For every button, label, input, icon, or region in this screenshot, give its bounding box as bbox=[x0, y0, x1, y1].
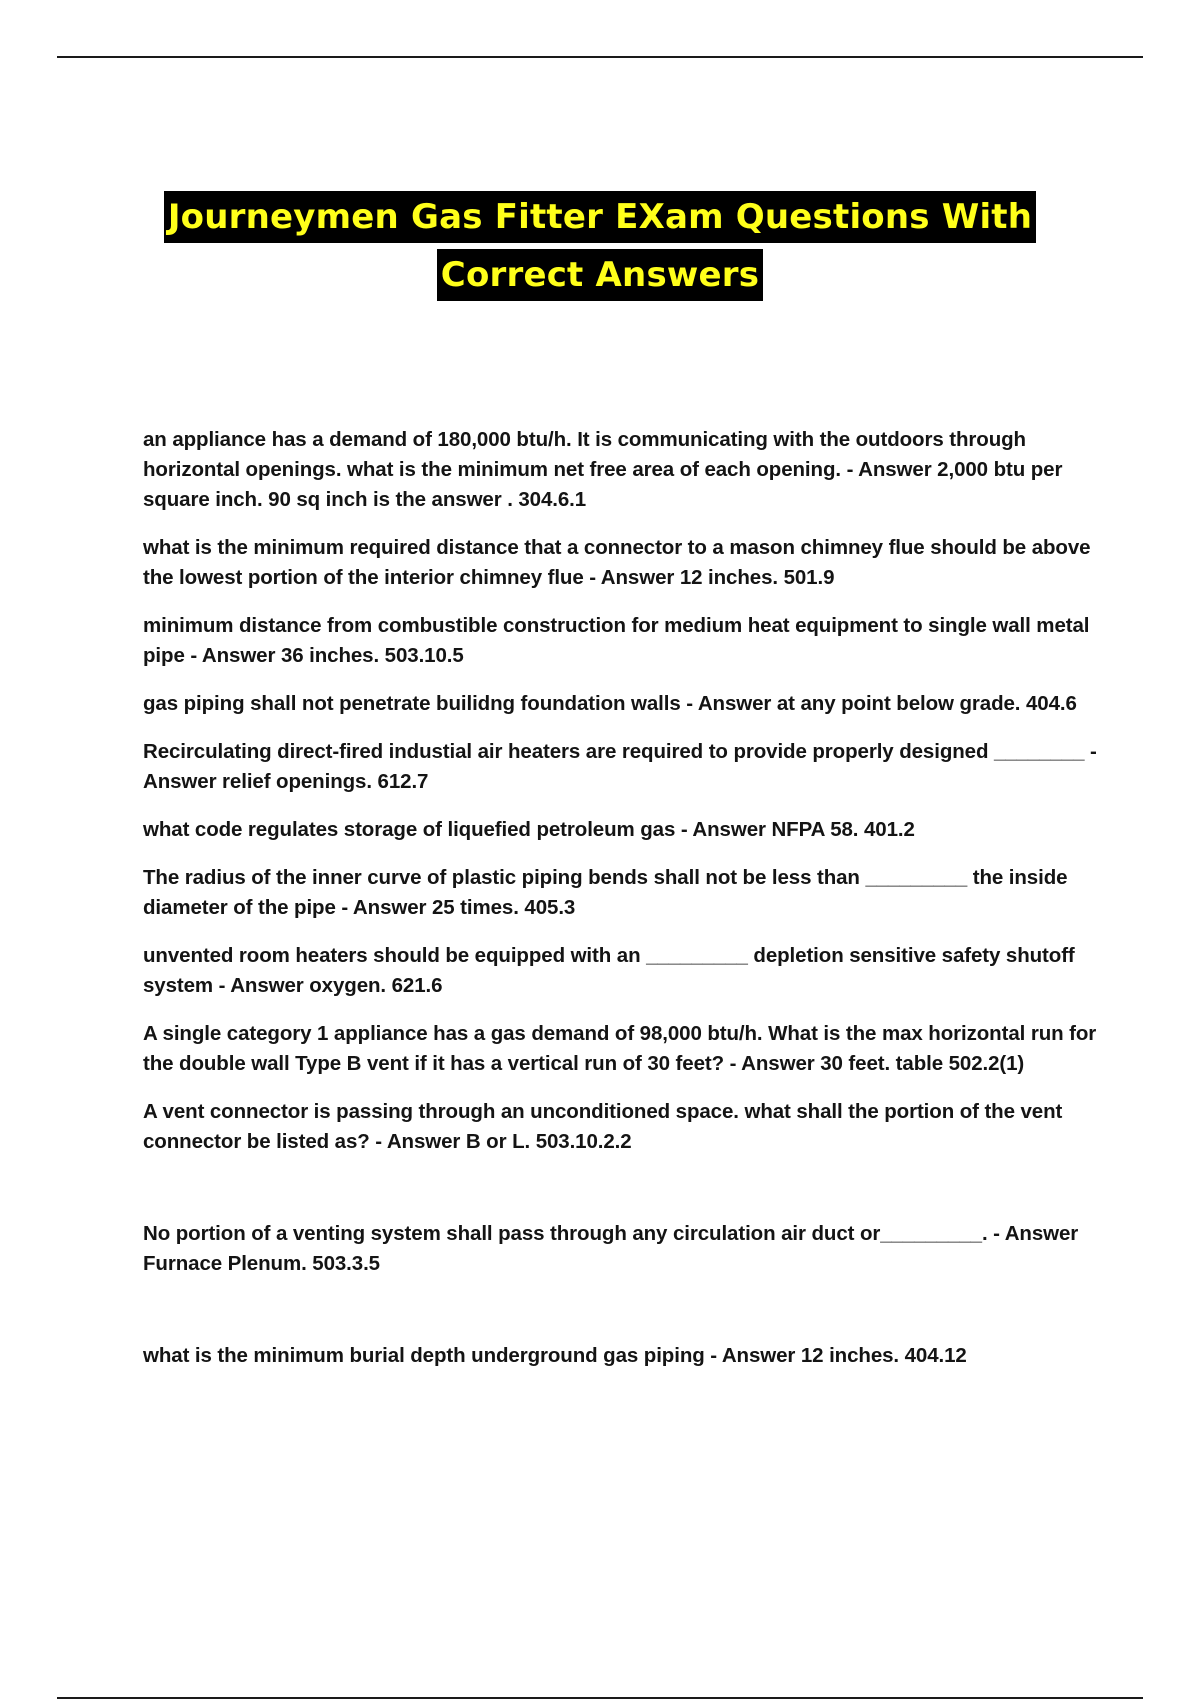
qa-item: A vent connector is passing through an unconditioned space. what shall the portion of the vent connector be listed as? - Answer B or L. 503.10.2.2 bbox=[143, 1100, 1063, 1153]
qa-item: what is the minimum required distance that a connector to a mason chimney flue should be above the lowest portion of the interior chimney flue - Answer 12 inches. 501.9 bbox=[143, 536, 1091, 589]
qa-item: No portion of a venting system shall pass through any circulation air duct or_________. - Answer Furnace Plenum. 503.3.5 bbox=[143, 1222, 1079, 1275]
qa-item: unvented room heaters should be equipped with an _________ depletion sensitive safety shutoff system - Answer oxygen. 621.6 bbox=[143, 944, 1075, 997]
title-line-2: Correct Answers bbox=[437, 249, 763, 301]
question-answer-list bbox=[143, 425, 1103, 1389]
qa-item: gas piping shall not penetrate builidng foundation walls - Answer at any point below grade. 404.6 bbox=[143, 692, 1077, 715]
document-title bbox=[0, 191, 1200, 301]
qa-item: Recirculating direct-fired industial air heaters are required to provide properly designed ________ - Answer relief openings. 612.7 bbox=[143, 740, 1097, 793]
qa-item: A single category 1 appliance has a gas demand of 98,000 btu/h. What is the max horizontal run for the double wall Type B vent if it has a vertical run of 30 feet? - Answer 30 feet. table 502.2(1) bbox=[143, 1022, 1097, 1075]
top-rule bbox=[57, 56, 1143, 58]
qa-item: The radius of the inner curve of plastic piping bends shall not be less than _________ the inside diameter of the pipe - Answer 25 times. 405.3 bbox=[143, 866, 1068, 919]
title-line-1: Journeymen Gas Fitter EXam Questions With bbox=[164, 191, 1036, 243]
qa-item: minimum distance from combustible construction for medium heat equipment to single wall metal pipe - Answer 36 inches. 503.10.5 bbox=[143, 614, 1090, 667]
bottom-rule bbox=[57, 1697, 1143, 1699]
qa-item: an appliance has a demand of 180,000 btu/h. It is communicating with the outdoors through horizontal openings. what is the minimum net free area of each opening. - Answer 2,000 btu per square inch. 90 sq inch is the answer . 304.6.1 bbox=[143, 428, 1063, 511]
qa-item: what code regulates storage of liquefied petroleum gas - Answer NFPA 58. 401.2 bbox=[143, 818, 915, 841]
qa-item: what is the minimum burial depth underground gas piping - Answer 12 inches. 404.12 bbox=[143, 1344, 967, 1367]
